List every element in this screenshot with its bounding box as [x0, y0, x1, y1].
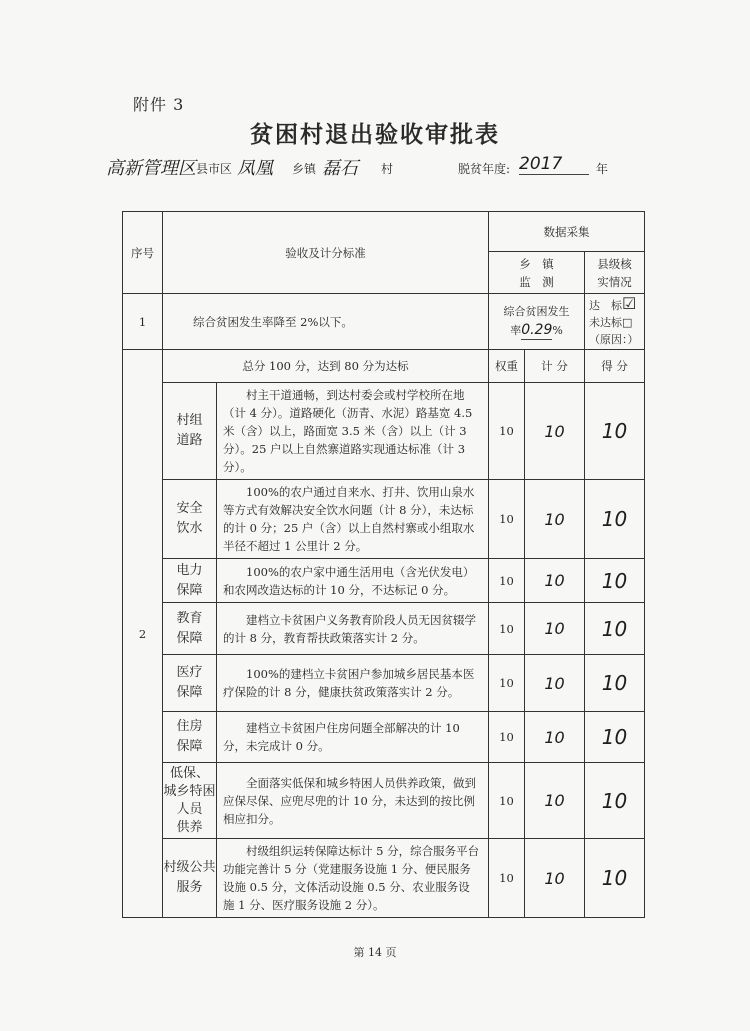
- year-handwritten: 2017: [519, 154, 589, 175]
- item-score: 10: [525, 383, 585, 480]
- item-score: 10: [525, 480, 585, 559]
- row1-county-check: 达 标☑ 未达标□ （原因：）: [585, 294, 645, 350]
- item-result: 10: [585, 763, 645, 839]
- approval-table: [122, 211, 645, 918]
- year-suffix: 年: [596, 162, 609, 176]
- item-weight: 10: [489, 603, 525, 655]
- item-criteria: 村级组织运转保障达标计 5 分，综合服务平台功能完善计 5 分（党建服务设施 1 分、便民服务设施 0.5 分，文体活动设施 0.5 分、农业服务设施 1 分、医疗服务设施 2 分）。: [217, 839, 489, 918]
- county-suffix: 县市区: [196, 162, 233, 176]
- item-result: 10: [585, 603, 645, 655]
- table-row: [123, 480, 645, 559]
- year-label: 脱贫年度:: [458, 162, 511, 176]
- item-category: 村级公共 服务: [163, 839, 217, 918]
- item-criteria: 100%的建档立卡贫困户参加城乡居民基本医疗保险的计 8 分，健康扶贫政策落实计 2 分。: [217, 655, 489, 712]
- check-mark-icon: ☑: [622, 294, 637, 313]
- item-weight: 10: [489, 839, 525, 918]
- table-row: [123, 763, 645, 839]
- header-township-monitor: 乡 镇 监 测: [489, 252, 585, 294]
- item-criteria: 100%的农户家中通生活用电（含光伏发电）和农网改造达标的计 10 分，不达标记 0 分。: [217, 559, 489, 603]
- header-seq: 序号: [123, 212, 163, 294]
- col-result-header: 得 分: [585, 350, 645, 383]
- item-result: 10: [585, 839, 645, 918]
- item-category: 安全 饮水: [163, 480, 217, 559]
- item-criteria: 建档立卡贫困户住房问题全部解决的计 10 分，未完成计 0 分。: [217, 712, 489, 763]
- township-suffix: 乡镇: [292, 162, 317, 176]
- table-row: [123, 839, 645, 918]
- item-weight: 10: [489, 655, 525, 712]
- item-result: 10: [585, 383, 645, 480]
- item-result: 10: [585, 559, 645, 603]
- item-category: 医疗 保障: [163, 655, 217, 712]
- page-number: 第 14 页: [353, 946, 397, 959]
- item-score: 10: [525, 655, 585, 712]
- village-handwritten: 磊石: [322, 158, 358, 179]
- item-weight: 10: [489, 480, 525, 559]
- item-category: 住房 保障: [163, 712, 217, 763]
- table-row: [123, 655, 645, 712]
- row1-standard: 综合贫困发生率降至 2%以下。: [163, 294, 489, 350]
- item-criteria: 村主干道通畅，到达村委会或村学校所在地（计 4 分）。道路硬化（沥青、水泥）路基宽 4.5 米（含）以上，路面宽 3.5 米（含）以上（计 3 分）。25 户以上自然寨道路实现通达标准（计 3 分）。: [217, 383, 489, 480]
- header-county-verify: 县级核 实情况: [585, 252, 645, 294]
- row2-seq: 2: [123, 350, 163, 918]
- item-result: 10: [585, 712, 645, 763]
- item-weight: 10: [489, 763, 525, 839]
- item-criteria: 全面落实低保和城乡特困人员供养政策，做到应保尽保、应兜尽兜的计 10 分，未达到的按比例相应扣分。: [217, 763, 489, 839]
- item-criteria: 建档立卡贫困户义务教育阶段人员无因贫辍学的计 8 分，教育帮扶政策落实计 2 分。: [217, 603, 489, 655]
- row1-seq: 1: [123, 294, 163, 350]
- item-weight: 10: [489, 712, 525, 763]
- item-score: 10: [525, 712, 585, 763]
- page-title: 贫困村退出验收审批表: [250, 121, 500, 148]
- item-category: 电力 保障: [163, 559, 217, 603]
- item-category: 低保、 城乡特困 人员 供养: [163, 763, 217, 839]
- village-suffix: 村: [381, 162, 394, 176]
- item-score: 10: [525, 559, 585, 603]
- header-standard: 验收及计分标准: [163, 212, 489, 294]
- table-row: [123, 383, 645, 480]
- item-score: 10: [525, 603, 585, 655]
- attachment-label: 附件 3: [133, 95, 185, 114]
- row1-township-value: 综合贫困发生 率0.29%: [489, 294, 585, 350]
- item-category: 教育 保障: [163, 603, 217, 655]
- row2-total-label: 总分 100 分，达到 80 分为达标: [163, 350, 489, 383]
- item-result: 10: [585, 480, 645, 559]
- item-criteria: 100%的农户通过自来水、打井、饮用山泉水等方式有效解决安全饮水问题（计 8 分），未达标的计 0 分；25 户（含）以上自然村寨或小组取水半径不超过 1 公里计 2 分。: [217, 480, 489, 559]
- item-score: 10: [525, 763, 585, 839]
- col-weight-header: 权重: [489, 350, 525, 383]
- item-weight: 10: [489, 383, 525, 480]
- item-score: 10: [525, 839, 585, 918]
- item-result: 10: [585, 655, 645, 712]
- item-category: 村组 道路: [163, 383, 217, 480]
- item-weight: 10: [489, 559, 525, 603]
- township-handwritten: 凤凰: [237, 158, 273, 179]
- county-handwritten: 高新管理区: [106, 158, 196, 179]
- table-row: [123, 712, 645, 763]
- table-row: [123, 603, 645, 655]
- header-data-collection: 数据采集: [489, 212, 645, 252]
- table-row: [123, 559, 645, 603]
- col-score-header: 计 分: [525, 350, 585, 383]
